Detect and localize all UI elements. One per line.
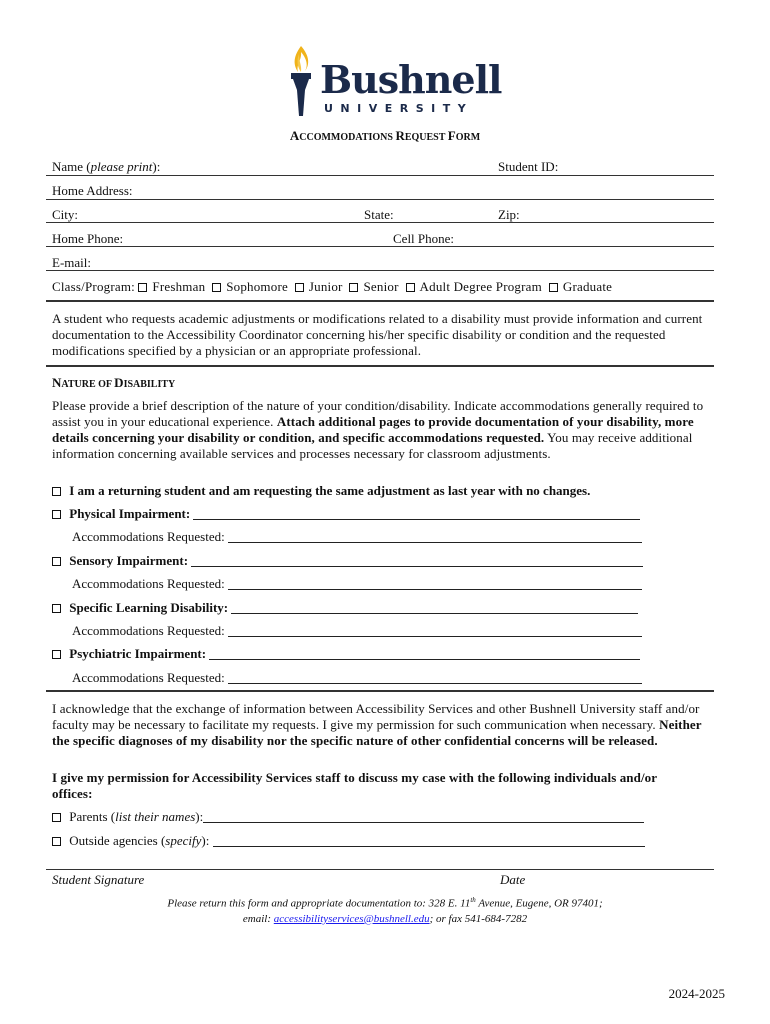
- answer-line[interactable]: [228, 530, 642, 543]
- intro-paragraph: A student who requests academic adjustments or modifications related to a disability must provide information and current documentation to the Accessibility Coordinator concerning his/her specific disability or condition and the requested modifications specified by a physician or an appropriate professional.: [52, 311, 703, 358]
- answer-line[interactable]: [191, 554, 643, 567]
- divider: [46, 270, 714, 271]
- checkbox-icon[interactable]: [52, 557, 61, 566]
- student-signature-label: Student Signature: [52, 872, 145, 887]
- checkbox-icon[interactable]: [52, 604, 61, 613]
- date-label: Date: [500, 872, 526, 887]
- physical-impairment-row[interactable]: Physical Impairment:: [52, 506, 640, 522]
- state-field[interactable]: State:: [364, 207, 394, 222]
- class-option-freshman[interactable]: Freshman: [138, 279, 205, 294]
- learning-disability-row[interactable]: Specific Learning Disability:: [52, 600, 638, 616]
- logo-wordmark: Bushnell: [320, 57, 502, 102]
- home-phone-field[interactable]: Home Phone:: [52, 231, 124, 246]
- answer-line[interactable]: [193, 507, 640, 520]
- parents-row[interactable]: Parents (list their names):: [52, 809, 644, 825]
- university-logo: [286, 44, 502, 120]
- nature-paragraph: Please provide a brief description of the nature of your condition/disability. Indicate accommodations generally required to assist you in your educational experience. Attach additional pages to provide documentation of your disability, more details concerning your disability or condition, and specific accommodations requested. You may receive additional information concerning available services and processes necessary for classroom adjustments.: [52, 398, 704, 461]
- divider: [46, 300, 714, 302]
- email-link[interactable]: accessibilityservices@bushnell.edu: [273, 912, 430, 925]
- checkbox-icon[interactable]: [52, 487, 61, 496]
- email-field[interactable]: E-mail:: [52, 255, 91, 270]
- class-option-graduate[interactable]: Graduate: [549, 279, 612, 294]
- answer-line[interactable]: [213, 834, 645, 847]
- logo-subtitle: UNIVERSITY: [324, 102, 474, 115]
- sensory-impairment-row[interactable]: Sensory Impairment:: [52, 553, 643, 569]
- checkbox-icon[interactable]: [406, 283, 415, 292]
- answer-line[interactable]: [228, 624, 642, 637]
- checkbox-icon[interactable]: [295, 283, 304, 292]
- class-program-row: [52, 279, 612, 295]
- zip-field[interactable]: Zip:: [498, 207, 520, 222]
- checkbox-icon[interactable]: [52, 837, 61, 846]
- answer-line[interactable]: [231, 601, 638, 614]
- form-title: ACCOMMODATIONS REQUEST FORM: [289, 128, 481, 143]
- checkbox-icon[interactable]: [52, 510, 61, 519]
- checkbox-icon[interactable]: [138, 283, 147, 292]
- acknowledgement-paragraph: I acknowledge that the exchange of information between Accessibility Services and other Bushnell University staff and/or faculty may be necessary to facilitate my requests. I give my permission for such communication when necessary. Neither the specific diagnoses of my disability nor the specific nature of other confidential concerns will be released.: [52, 701, 702, 748]
- checkbox-icon[interactable]: [549, 283, 558, 292]
- permission-heading: I give my permission for Accessibility Services staff to discuss my case with the following individuals and/or offices:: [52, 770, 657, 801]
- divider: [46, 175, 714, 176]
- checkbox-icon[interactable]: [52, 650, 61, 659]
- class-option-sophomore[interactable]: Sophomore: [212, 279, 288, 294]
- learning-accommodations-row[interactable]: Accommodations Requested:: [72, 623, 642, 639]
- divider: [46, 365, 714, 367]
- torch-icon: [286, 44, 316, 118]
- divider: [46, 222, 714, 223]
- divider: [46, 246, 714, 247]
- agencies-row[interactable]: Outside agencies (specify):: [52, 833, 645, 849]
- name-field[interactable]: Name (please print):: [52, 159, 161, 174]
- answer-line[interactable]: [228, 577, 642, 590]
- signature-line[interactable]: [46, 869, 714, 870]
- checkbox-icon[interactable]: [212, 283, 221, 292]
- home-address-field[interactable]: Home Address:: [52, 183, 133, 198]
- nature-heading: NATURE OF DISABILITY: [52, 375, 176, 390]
- class-option-junior[interactable]: Junior: [295, 279, 343, 294]
- class-option-adult-degree[interactable]: Adult Degree Program: [406, 279, 542, 294]
- psychiatric-accommodations-row[interactable]: Accommodations Requested:: [72, 670, 642, 686]
- class-option-senior[interactable]: Senior: [349, 279, 398, 294]
- sensory-accommodations-row[interactable]: Accommodations Requested:: [72, 576, 642, 592]
- psychiatric-impairment-row[interactable]: Psychiatric Impairment:: [52, 646, 640, 662]
- class-program-label: Class/Program:: [52, 279, 135, 294]
- student-id-field[interactable]: Student ID:: [498, 159, 559, 174]
- divider: [46, 690, 714, 692]
- answer-line[interactable]: [228, 671, 642, 684]
- answer-line[interactable]: [203, 810, 644, 823]
- academic-year: 2024-2025: [668, 986, 725, 1001]
- checkbox-icon[interactable]: [349, 283, 358, 292]
- checkbox-icon[interactable]: [52, 813, 61, 822]
- divider: [46, 199, 714, 200]
- cell-phone-field[interactable]: Cell Phone:: [393, 231, 455, 246]
- returning-option[interactable]: I am a returning student and am requesting the same adjustment as last year with no changes.: [52, 483, 590, 499]
- physical-accommodations-row[interactable]: Accommodations Requested:: [72, 529, 642, 545]
- city-field[interactable]: City:: [52, 207, 79, 222]
- return-instructions: Please return this form and appropriate documentation to: 328 E. 11th Avenue, Eugene, OR 97401; email: accessibilityservices@bushnell.edu; or fax 541-684-7282: [167, 896, 603, 925]
- answer-line[interactable]: [209, 647, 640, 660]
